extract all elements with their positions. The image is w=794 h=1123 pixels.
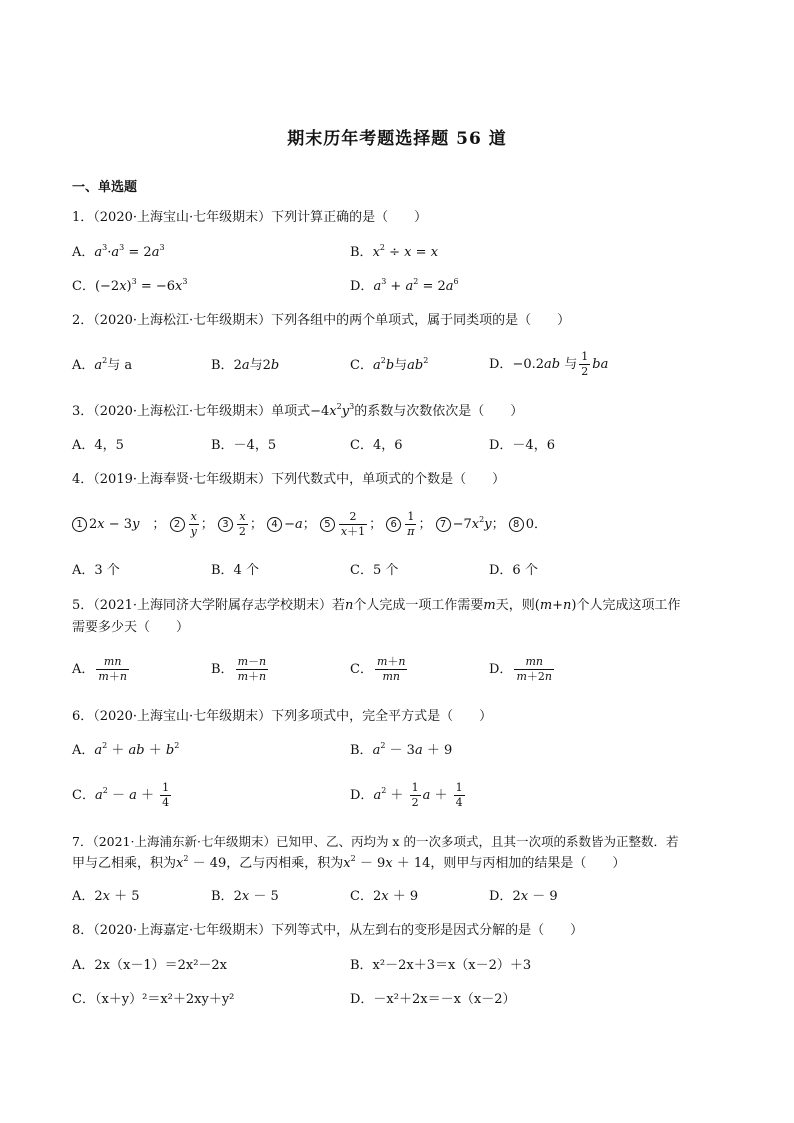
- circled-number-1: 1: [72, 517, 87, 532]
- q6-option-a: A．$a^2$ ＋ ab ＋ $b^2$: [72, 741, 180, 758]
- question-4-stem: 4．（2019·上海奉贤·七年级期末）下列代数式中，单项式的个数是（ ）: [72, 472, 506, 487]
- circled-number-4: 4: [267, 517, 282, 532]
- q4-option-b: B．4 个: [211, 563, 259, 578]
- circled-number-6: 6: [386, 517, 401, 532]
- q1-option-b: B．$x^2 \div x = x$: [350, 243, 439, 260]
- question-2-stem: 2．（2020·上海松江·七年级期末）下列各组中的两个单项式，属于同类项的是（ ）: [72, 313, 571, 328]
- question-6-stem: 6．（2020·上海宝山·七年级期末）下列多项式中，完全平方式是（ ）: [72, 709, 493, 724]
- circled-number-3: 3: [218, 517, 233, 532]
- question-5-line-2: 需要多少天（ ）: [72, 620, 190, 635]
- q4-option-d: D．6 个: [489, 563, 538, 578]
- q8-option-c: C．（x＋y）²＝x²＋2xy＋y²: [72, 992, 235, 1007]
- q7-option-d: D．2x － 9: [489, 889, 558, 904]
- question-3-stem: 3．（2020·上海松江·七年级期末）单项式$-4x^2y^3$的系数与次数依次是（ ）: [72, 402, 524, 419]
- question-8-stem: 8．（2020·上海嘉定·七年级期末）下列等式中，从左到右的变形是因式分解的是（ ）: [72, 923, 584, 938]
- q8-option-a: A．2x（x－1）＝2x²－2x: [72, 958, 228, 973]
- question-7-line-2: 甲与乙相乘，积为$x^2 - 49$，乙与丙相乘，积为$x^2 - 9x + 14$，则甲与丙相加的结果是（ ）: [72, 854, 626, 871]
- q3-option-d: D．－4，6: [489, 438, 555, 453]
- q2-option-d: D．−0.2ab 与 $\frac{1}{2}$ ba: [489, 350, 609, 378]
- q1-option-c: C．$(-2x)^3 = -6x^3$: [72, 277, 188, 294]
- q2-option-b: B．2a与2b: [211, 358, 280, 373]
- page-title: 期末历年考题选择题 56 道: [287, 129, 507, 149]
- question-5-line-1: 5．（2021·上海同济大学附属存志学校期末）若n个人完成一项工作需要m天，则(m+n)个人完成这项工作: [72, 598, 681, 613]
- q1-option-d: D．$a^3 + a^2 = 2a^6$: [350, 277, 459, 294]
- q4-option-c: C．5 个: [350, 563, 399, 578]
- q7-option-b: B．2x － 5: [211, 889, 279, 904]
- q7-option-c: C．2x ＋ 9: [350, 889, 419, 904]
- q1-option-a: A．$a^3\cdot a^3 = 2a^3$: [72, 243, 165, 260]
- q8-option-d: D．－x²＋2x＝－x（x－2）: [350, 992, 516, 1007]
- q5-option-a: A． $\frac{mn}{m+n}$: [72, 655, 127, 683]
- q2-option-c: C．$a^2b$与$ab^2$: [350, 356, 429, 373]
- circled-number-8: 8: [509, 517, 524, 532]
- q4-option-a: A．3 个: [72, 563, 120, 578]
- q3-option-b: B．－4，5: [211, 438, 277, 453]
- q6-option-c: C．$a^2 - a$ ＋ $\frac{1}{4}$: [72, 781, 170, 809]
- q2-option-a: A．$a^2$与 a: [72, 356, 133, 373]
- circled-number-7: 7: [436, 517, 451, 532]
- q6-option-d: D．$a^2$ ＋ $\frac{1}{2}$ a ＋ $\frac{1}{4}$: [350, 781, 463, 809]
- q8-option-b: B．x²－2x＋3＝x（x－2）＋3: [350, 958, 532, 973]
- circled-number-5: 5: [320, 517, 335, 532]
- q3-option-c: C．4，6: [350, 438, 403, 453]
- q7-option-a: A．2x ＋ 5: [72, 889, 140, 904]
- q5-option-d: D． $\frac{mn}{m+2n}$: [489, 655, 552, 683]
- q4-expression-list: 1 2x − 3y ； 2 $\frac{x}{y}$ ； 3 $\frac{x}{2}$ ； 4 −a； 5 $\frac{2}{x+1}$ ； 6 $\frac{1}{\pi}$ ； $7 -7x^2y$； 8 0．: [72, 510, 547, 540]
- circled-number-2: 2: [170, 517, 185, 532]
- q6-option-b: B．$a^2 - 3a + 9$: [350, 741, 453, 758]
- question-1-stem: 1．（2020·上海宝山·七年级期末）下列计算正确的是（ ）: [72, 210, 428, 225]
- q5-option-c: C． $\frac{m+n}{mn}$: [350, 655, 406, 683]
- q3-option-a: A．4，5: [72, 438, 124, 453]
- q5-option-b: B． $\frac{m-n}{m+n}$: [211, 655, 267, 683]
- section-heading: 一、单选题: [72, 180, 138, 195]
- question-7-line-1: 7．（2021·上海浦东新·七年级期末）已知甲、乙、丙均为 x 的一次多项式，且其一次项的系数皆为正整数．若: [72, 834, 679, 849]
